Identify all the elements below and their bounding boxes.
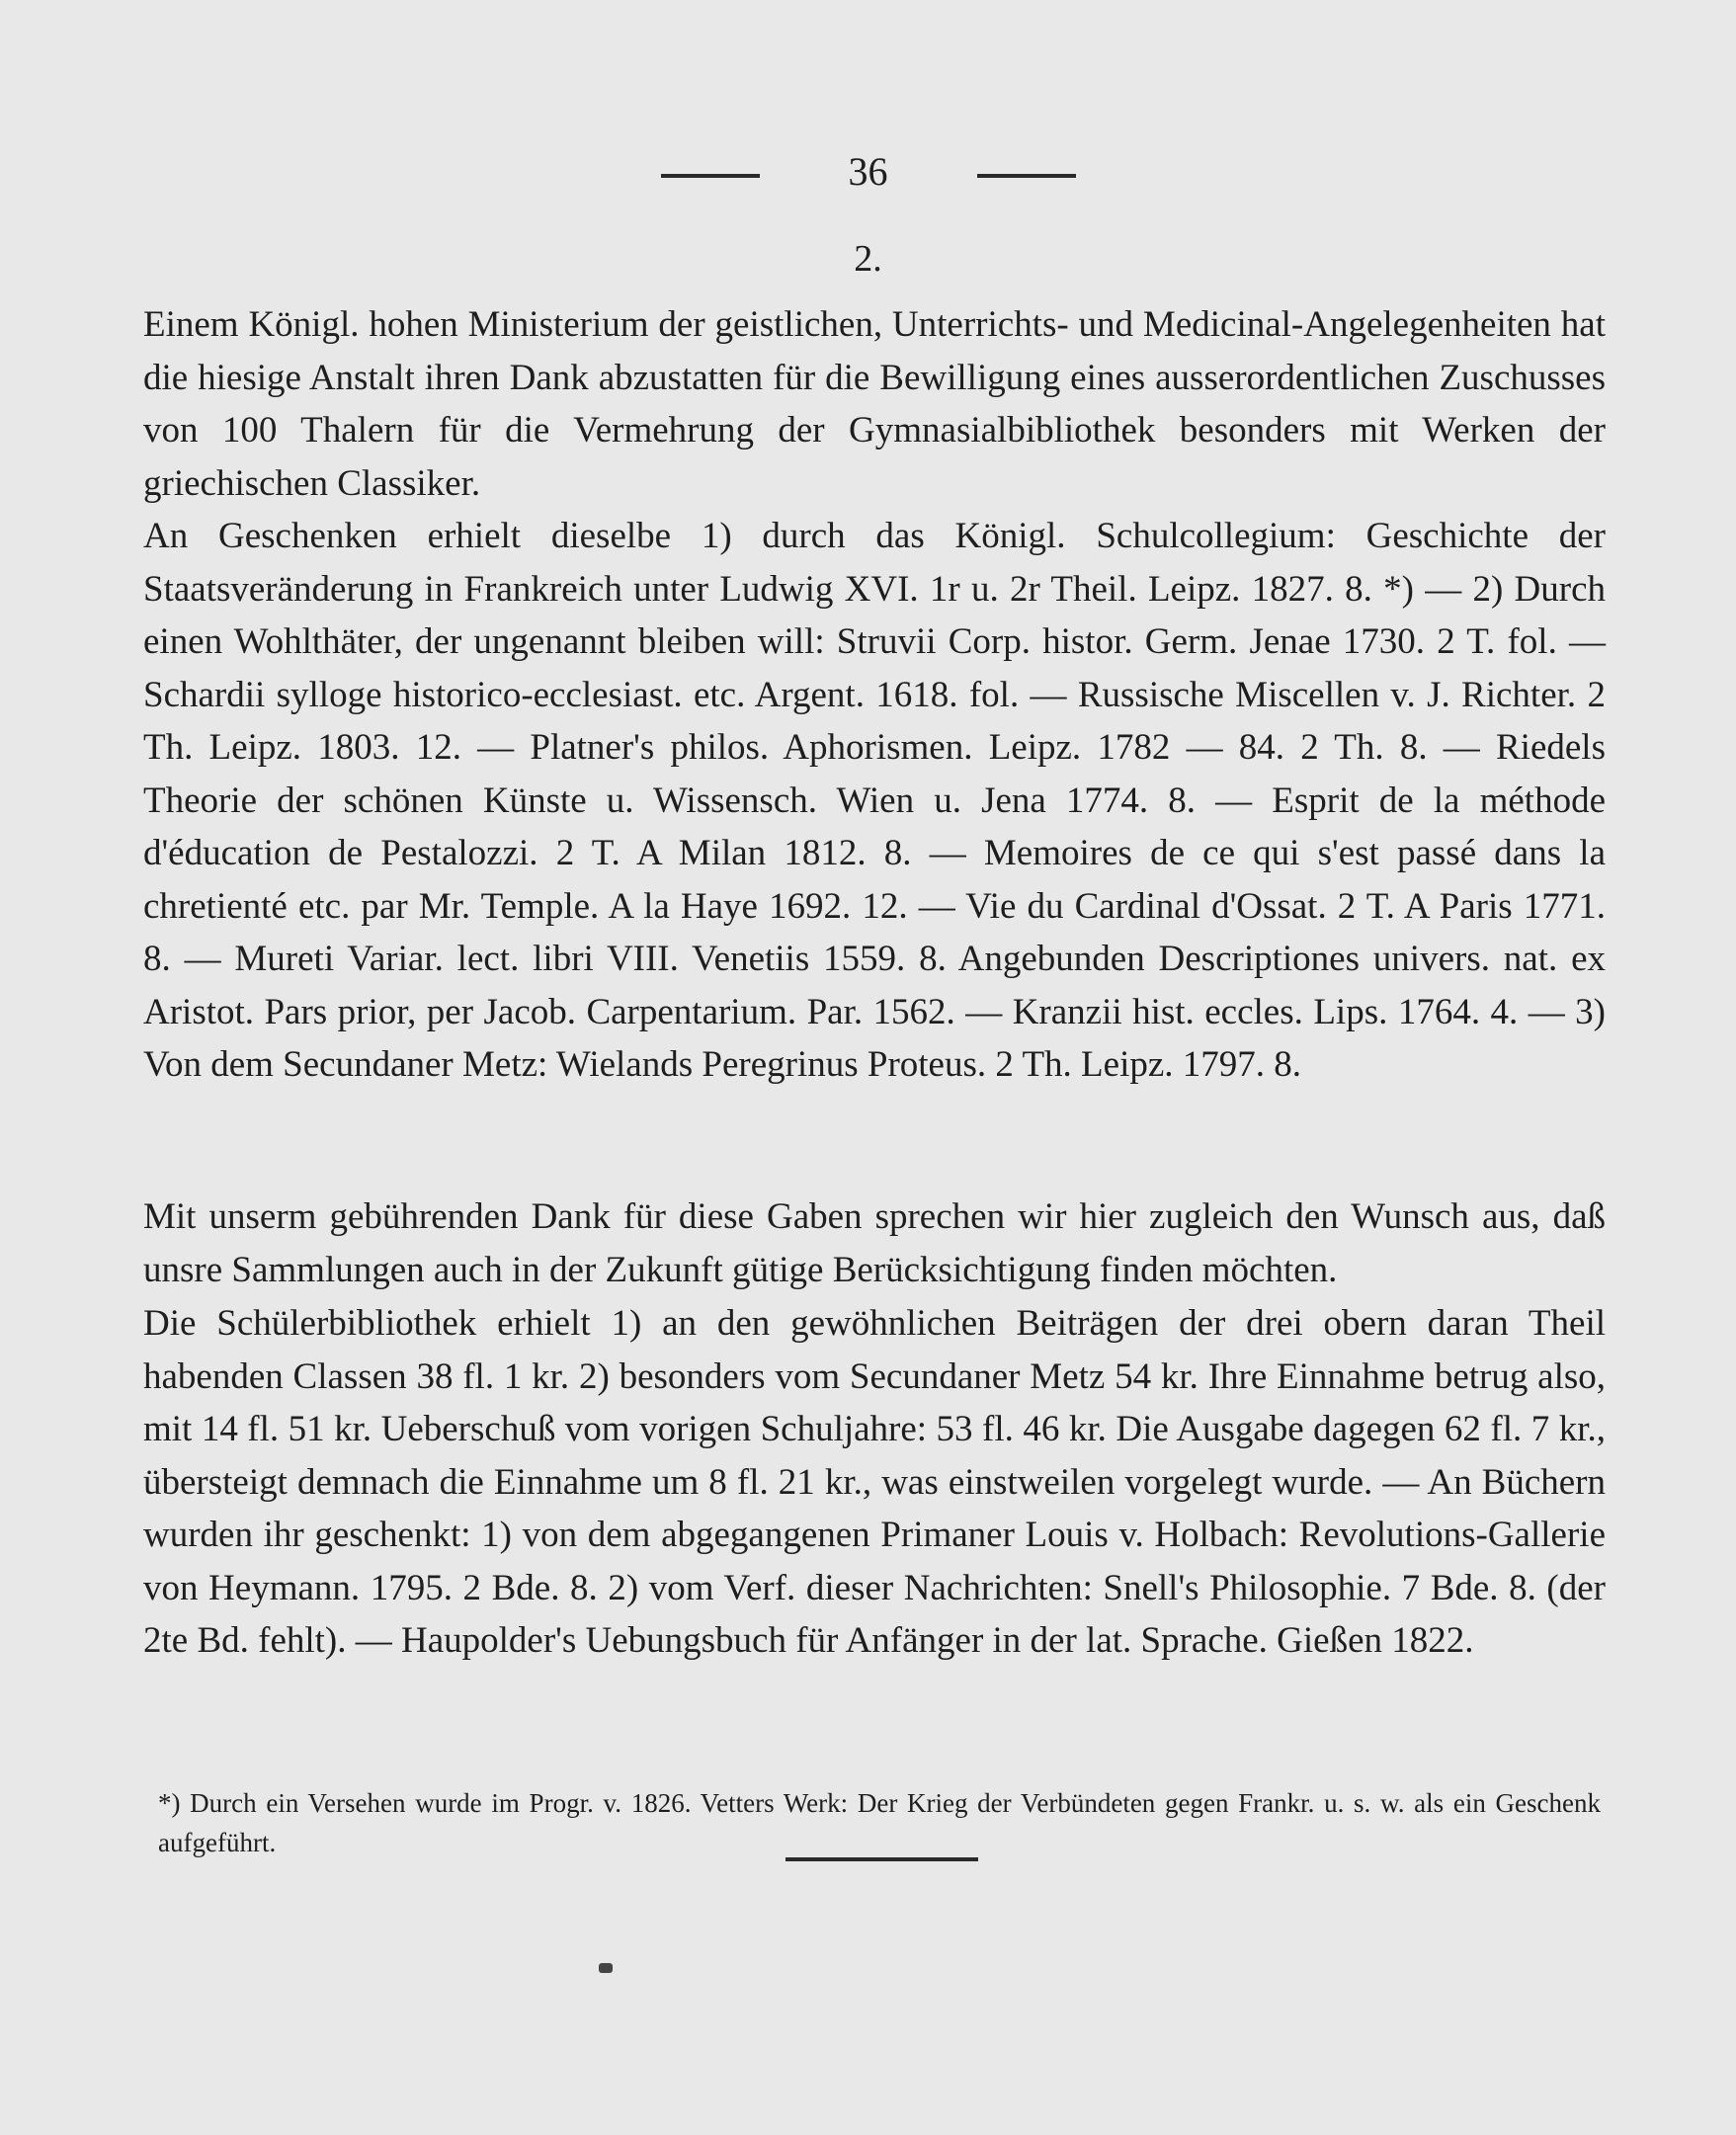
paragraph-gifts	[143, 510, 1606, 1092]
section-number: 2.	[854, 238, 882, 280]
paragraph-gratitude	[143, 1191, 1606, 1296]
paragraph-text: Mit unserm gebührenden Dank für diese Gaben sprechen wir hier zugleich den Wunsch aus, daß unsre Sammlungen auch in der Zukunft gütige Berücksichtigung finden möchten.	[143, 1196, 1606, 1290]
paragraph-ministry-thanks	[143, 298, 1606, 510]
footnote: *) Durch ein Versehen wurde im Progr. v. 1826. Vetters Werk: Der Krieg der Verbündeten gegen Frankr. u. s. w. als ein Geschenk aufgeführt.	[158, 1788, 1601, 1857]
paragraph-student-library	[143, 1297, 1606, 1668]
header-right-rule	[977, 174, 1076, 178]
paragraph-text: Die Schülerbibliothek erhielt 1) an den gewöhnlichen Beiträgen der drei obern daran Theil habenden Classen 38 fl. 1 kr. 2) besonders vom Secundaner Metz 54 kr. Ihre Einnahme betrug also, mit 14 fl. 51 kr. Ueberschuß vom vorigen Schuljahre: 53 fl. 46 kr. Die Ausgabe dagegen 62 fl. 7 kr., übersteigt demnach die Einnahme um 8 fl. 21 kr., was einstweilen vorgelegt wurde. — An Büchern wurden ihr geschenkt: 1) von dem abgegangenen Primaner Louis v. Holbach: Revolutions-Gallerie von Heymann. 1795. 2 Bde. 8. 2) vom Verf. dieser Nachrichten: Snell's Philosophie. 7 Bde. 8. (der 2te Bd. fehlt). — Haupolder's Uebungsbuch für Anfänger in der lat. Sprache. Gießen 1822.	[143, 1303, 1606, 1661]
ink-speck	[599, 1963, 613, 1973]
header-left-rule	[661, 174, 760, 178]
page-header	[0, 148, 1736, 195]
footnote-rule	[785, 1857, 978, 1861]
page-number: 36	[848, 149, 888, 194]
paragraph-text: Einem Königl. hohen Ministerium der geistlichen, Unterrichts- und Medicinal-Angelegenheiten hat die hiesige Anstalt ihren Dank abzustatten für die Bewilligung eines ausserordentlichen Zuschusses von 100 Thalern für die Vermehrung der Gymnasialbibliothek besonders mit Werken der griechischen Classiker.	[143, 304, 1606, 504]
paragraph-text: An Geschenken erhielt dieselbe 1) durch das Königl. Schulcollegium: Geschichte der Staatsveränderung in Frankreich unter Ludwig XVI. 1r u. 2r Theil. Leipz. 1827. 8. *) — 2) Durch einen Wohlthäter, der ungenannt bleiben will: Struvii Corp. histor. Germ. Jenae 1730. 2 T. fol. — Schardii sylloge historico-ecclesiast. etc. Argent. 1618. fol. — Russische Miscellen v. J. Richter. 2 Th. Leipz. 1803. 12. — Platner's philos. Aphorismen. Leipz. 1782 — 84. 2 Th. 8. — Riedels Theorie der schönen Künste u. Wissensch. Wien u. Jena 1774. 8. — Esprit de la méthode d'éducation de Pestalozzi. 2 T. A Milan 1812. 8. — Memoires de ce qui s'est passé dans la chretienté etc. par Mr. Temple. A la Haye 1692. 12. — Vie du Cardinal d'Ossat. 2 T. A Paris 1771. 8. — Mureti Variar. lect. libri VIII. Venetiis 1559. 8. Angebunden Descriptiones univers. nat. ex Aristot. Pars prior, per Jacob. Carpentarium. Par. 1562. — Kranzii hist. eccles. Lips. 1764. 4. — 3) Von dem Secundaner Metz: Wielands Peregrinus Proteus. 2 Th. Leipz. 1797. 8.	[143, 516, 1606, 1085]
